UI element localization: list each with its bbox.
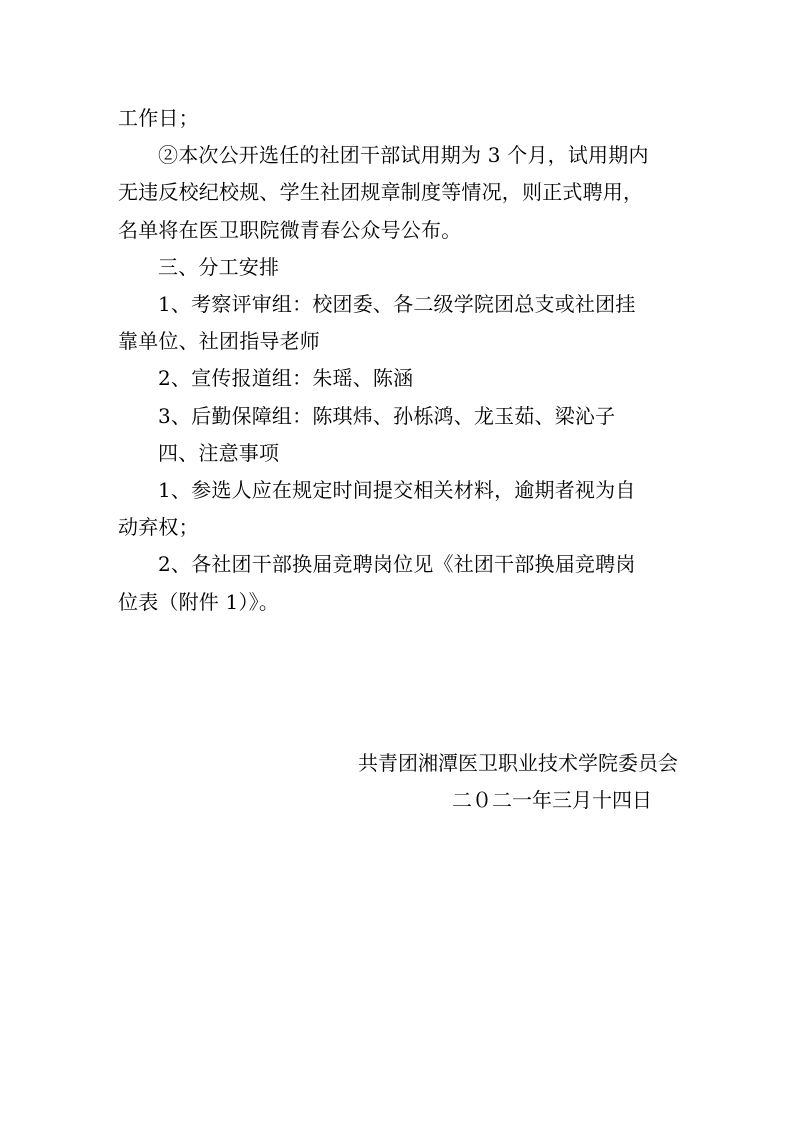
text-line: ②本次公开选任的社团干部试用期为 3 个月，试用期内 (158, 143, 649, 168)
text-line: 2、宣传报道组：朱瑶、陈涵 (158, 366, 414, 391)
signature-spacer (118, 621, 678, 745)
section-heading-notes: 四、注意事项 (158, 440, 280, 465)
text-line: 1、参选人应在规定时间提交相关材料，逾期者视为自 (158, 478, 636, 503)
text-line: 工作日； (118, 106, 199, 130)
text-line: 无违反校纪校规、学生社团规章制度等情况，则正式聘用， (118, 180, 644, 205)
text-line: 靠单位、社团指导老师 (118, 329, 320, 354)
text-line: 名单将在医卫职院微青春公众号公布。 (118, 217, 462, 242)
text-line: 动弃权； (118, 515, 199, 540)
text-line: 2、各社团干部换届竞聘岗位见《社团干部换届竞聘岗 (158, 552, 636, 577)
text-line: 3、后勤保障组：陈琪炜、孙栎鸿、龙玉茹、梁沁子 (158, 403, 616, 428)
section-heading-division-of-work: 三、分工安排 (158, 254, 280, 279)
document-body (118, 100, 678, 819)
signature-organization: 共青团湘潭医卫职业技术学院委员会 (358, 750, 678, 775)
text-line: 位表（附件 1）》。 (118, 589, 280, 614)
text-line: 1、考察评审组：校团委、各二级学院团总支或社团挂 (158, 292, 636, 317)
signature-date: 二０二一年三月十四日 (452, 788, 652, 813)
